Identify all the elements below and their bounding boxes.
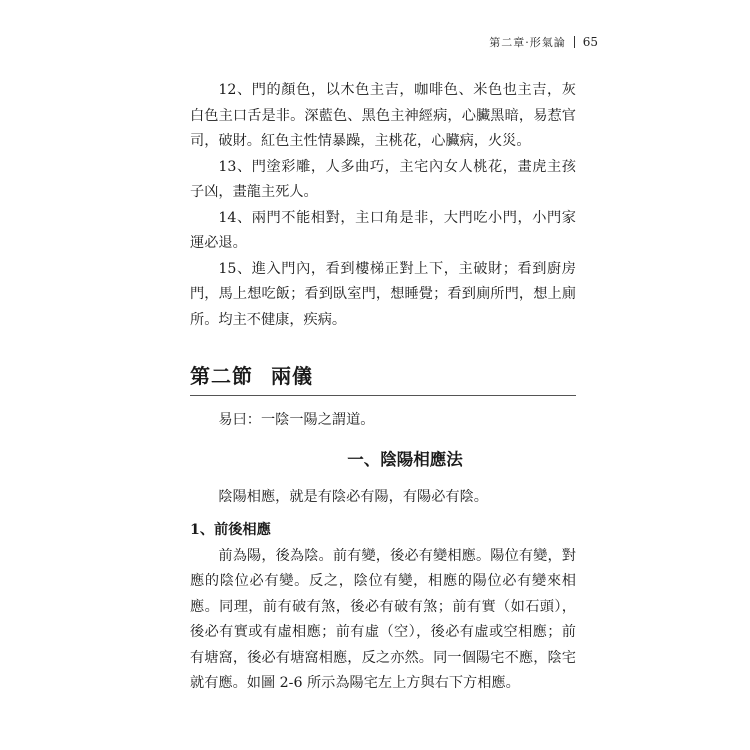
section-title: 兩儀 xyxy=(271,364,313,388)
section-heading xyxy=(190,360,576,396)
page-number: 65 xyxy=(582,35,598,49)
paragraph-item-14: 14、兩門不能相對，主口角是非，大門吃小門，小門家運必退。 xyxy=(190,209,576,251)
body-paragraph: 前為陽，後為陰。前有變，後必有變相應。陽位有變，對應的陰位必有變。反之，陰位有變，相應的陽位必有變來相應。同理，前有破有煞，後必有破有煞；前有實（如石頭），後必有實或有虛相應；前有虛（空），後必有虛或空相應；前有塘窩，後必有塘窩相應，反之亦然。同一個陽宅不應，陰宅就有應。如圖 2-6 所示為陽宅左上方與右下方相應。 xyxy=(190,547,576,691)
running-title: 第二章·形氣論 xyxy=(489,36,566,49)
paragraph-item-15: 15、進入門內，看到樓梯正對上下，主破財；看到廚房門，馬上想吃飯；看到臥室門，想睡覺；看到廁所門，想上廁所。均主不健康，疾病。 xyxy=(190,260,576,328)
paragraph-item-12: 12、門的顏色，以木色主吉，咖啡色、米色也主吉，灰白色主口舌是非。深藍色、黑色主神經病，心臟黑暗，易惹官司，破財。紅色主性情暴躁，主桃花，心臟病，火災。 xyxy=(190,82,576,149)
paragraph-item-13: 13、門塗彩雕，人多曲巧，主宅內女人桃花，畫虎主孩子凶，畫龍主死人。 xyxy=(190,158,576,200)
header-divider xyxy=(574,36,575,48)
epigraph-quote: 易曰：一陰一陽之謂道。 xyxy=(218,412,375,428)
numbered-heading: 1、前後相應 xyxy=(190,522,271,538)
subheading: 一、陰陽相應法 xyxy=(347,449,463,469)
running-header xyxy=(489,34,598,50)
section-number: 第二節 xyxy=(190,364,253,388)
page-body xyxy=(190,78,576,697)
lead-paragraph: 陰陽相應，就是有陰必有陽，有陽必有陰。 xyxy=(218,488,488,505)
